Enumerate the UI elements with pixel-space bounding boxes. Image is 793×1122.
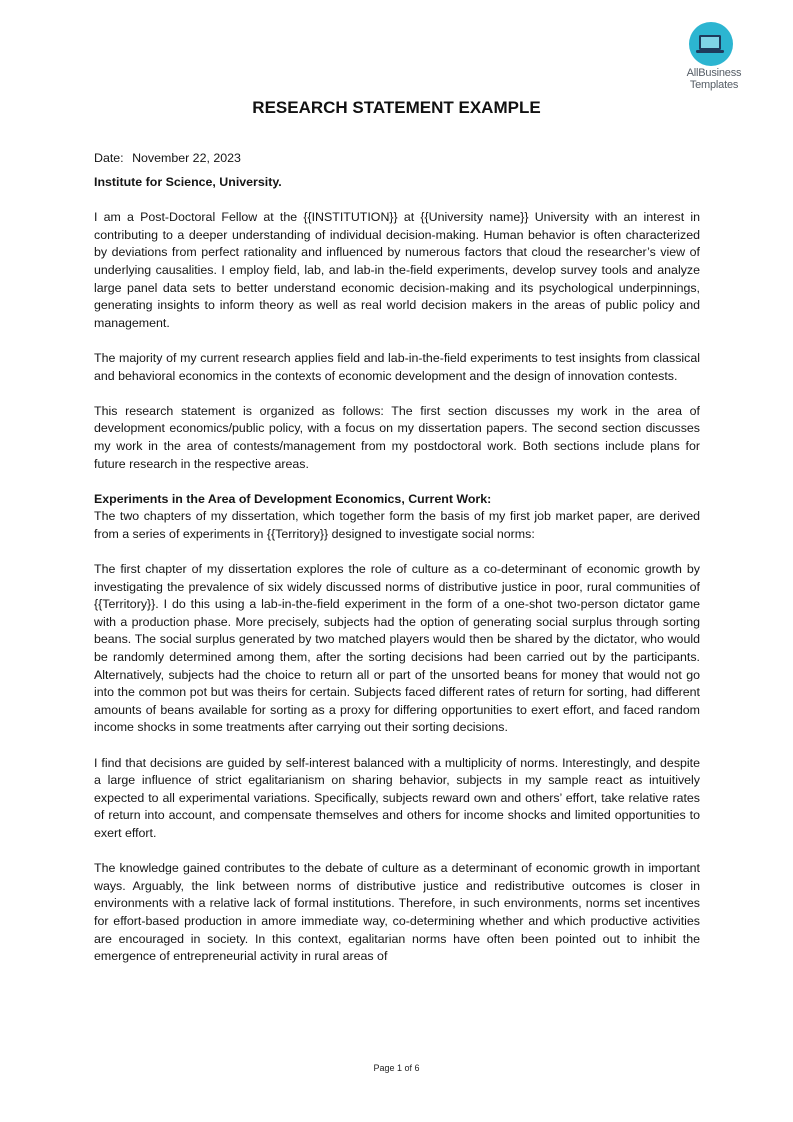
logo-circle [689, 22, 733, 66]
institute-line: Institute for Science, University. [94, 174, 282, 189]
date-value: November 22, 2023 [132, 151, 241, 165]
document-body [94, 150, 700, 983]
date-label: Date: [94, 151, 124, 165]
page-number: Page 1 of 6 [373, 1063, 420, 1073]
logo-line-2: Templates [689, 79, 739, 91]
paragraph-findings: I find that decisions are guided by self-interest balanced with a multiplicity of norms. Interestingly, and despite a large influence of strict egalitarianism on sharing behavior, subjects in my sample react as intuitively expected to all experimental variations. Specifically, subjects reward own and others’ effort, take relative rates of return into account, and compensate themselves and others for income shocks and limited opportunities to exert effort. [94, 755, 700, 840]
allbusiness-templates-logo [676, 22, 752, 94]
paragraph-intro: I am a Post-Doctoral Fellow at the {{INSTITUTION}} at {{University name}} University with an interest in contributing to a deeper understanding of individual decision-making. Human behavior is often characterized by deviations from perfect rationality and influenced by numerous factors that cloud the researcher’s view of underlying causalities. I employ field, lab, and lab-in the-field experiments, develop survey tools and analyze large panel data sets to better understand economic decision-making and its psychological underpinnings, generating insights to inform theory as well as real world decision makers in the areas of public policy and management. [94, 210, 700, 330]
date-line [94, 150, 700, 168]
section-intro: The two chapters of my dissertation, which together form the basis of my first job market paper, are derived from a series of experiments in {{Territory}} designed to investigate social norms: [94, 509, 700, 541]
paragraph-organization: This research statement is organized as follows: The first section discusses my work in the area of development economics/public policy, with a focus on my dissertation papers. The second section discusses my work in the area of contests/management from my postdoctoral work. Both sections include plans for future research in the respective areas. [94, 403, 700, 471]
paragraph-knowledge: The knowledge gained contributes to the debate of culture as a determinant of economic growth in important ways. Arguably, the link between norms of distributive justice and redistributive outcomes is closer in environments with a relative lack of formal institutions. Therefore, in such environments, norms set incentives for effort-based production in amore immediate way, co-determining whether and which productive activities are encouraged in society. In this context, egalitarian norms have often been pointed out to inhibit the emergence of entrepreneurial activity in rural areas of [94, 861, 700, 964]
document-title: RESEARCH STATEMENT EXAMPLE [252, 98, 541, 117]
logo-line-1: AllBusiness [686, 67, 742, 79]
paragraph-current-research: The majority of my current research applies field and lab-in-the-field experiments to test insights from classical and behavioral economics in the contexts of economic development and the design of innovation contests. [94, 350, 700, 383]
paragraph-first-chapter: The first chapter of my dissertation explores the role of culture as a co-determinant of economic growth by investigating the prevalence of six widely discussed norms of distributive justice in poor, rural communities of {{Territory}}. I do this using a lab-in-the-field experiment in the form of a one-shot two-person dictator game with a production phase. More precisely, subjects had the option of generating social surplus through sorting beans. The social surplus generated by two matched players would then be shared by the dictator, who would be randomly determined among them, after the sorting decisions had been carried out by the participants. Alternatively, subjects had the choice to return all or part of the unsorted beans for money that would not go into the common pot but was theirs for certain. Subjects faced different rates of return for sorting, had different amounts of beans available for sorting as a proxy for differing opportunities to exert effort, and faced random income shocks in some treatments after carrying out their sorting decisions. [94, 562, 700, 735]
logo-text [676, 67, 752, 91]
laptop-icon [689, 22, 733, 66]
section-heading: Experiments in the Area of Development Economics, Current Work: [94, 491, 492, 506]
